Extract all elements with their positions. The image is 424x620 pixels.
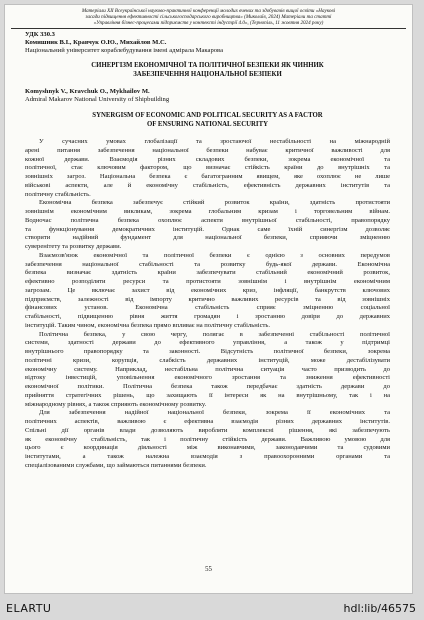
article-body bbox=[25, 138, 390, 471]
paragraph bbox=[25, 409, 390, 470]
paragraph bbox=[25, 199, 390, 252]
paragraph-line: безпека визначає здатність країни забезпечувати стабільний економічний розвиток, bbox=[25, 269, 390, 277]
handle-label: hdl:lib/46575 bbox=[343, 602, 416, 615]
paragraph-line: прийняття стратегічних рішень, що захищають її інтереси як на внутрішньому, так і на bbox=[25, 391, 390, 399]
authors-en: Komyshnyk V., Kravchuk O., Mykhailov M. bbox=[25, 88, 150, 95]
paragraph-line: відтоку інвестицій, уповільнення економічного зростання та зниження ефективності bbox=[25, 374, 390, 382]
paragraph-line: стабільності, підвищенню рівня життя громадян і зростанню довіри до державних bbox=[25, 313, 390, 320]
paragraph-line: У сучасних умовах глобалізації та зростаючої нестабільності на міжнародній bbox=[39, 138, 390, 145]
paragraph-line: системи, здатності держави до ефективного управління, а також у підтримці bbox=[25, 339, 390, 347]
title-en-line: OF ENSURING NATIONAL SECURITY bbox=[146, 120, 269, 128]
paragraph-line: загрозам. Це включає захист від економічних криз, інфляції, банкрутств ключових bbox=[25, 286, 390, 294]
paragraph bbox=[25, 331, 390, 410]
paragraph-line: кожної держави. Взаємодія різних складових безпеки, зокрема економічної та bbox=[25, 155, 390, 163]
conference-header bbox=[11, 8, 406, 29]
paragraph-line: економічної політики. Політична безпека також передбачає здатність держави до bbox=[25, 383, 390, 390]
udk-code: УДК 330.3 bbox=[25, 31, 55, 38]
article-content bbox=[5, 31, 412, 471]
paragraph-line: та функціонування демократичних інституцій. Однак саме їхній синергізм дозволяє bbox=[25, 225, 390, 233]
paragraph-line: інституцій. Таким чином, економічна безпека прямо впливає на політичну стабільність. bbox=[25, 321, 270, 329]
title-en bbox=[25, 112, 390, 129]
repository-label: ELARTU bbox=[6, 602, 52, 615]
paragraph-line: спеціалізованими службами, що займаються питаннями безпеки. bbox=[25, 461, 207, 469]
paragraph-line: політичних аспектів, важливою є ефективна взаємодія різних державних інститутів. bbox=[25, 418, 390, 425]
authors-ua: Комишник В.І., Кравчук О.Ю., Михайлов М.С. bbox=[25, 39, 167, 46]
paragraph-line: Спільні дії органів влади дозволяють виробляти комплексні рішення, які забезпечують bbox=[25, 426, 390, 434]
header-line: засади підвищення ефективності сільськогосподарського виробництва» (Миколаїв, 2024) Матеріали та статті bbox=[85, 14, 332, 20]
viewer-footer bbox=[0, 596, 424, 620]
paragraph-line: міжнародному рівнях, а також сприяють економічному розвитку. bbox=[25, 400, 207, 408]
paragraph-line: створити надійний фундамент для національної безпеки, сприяючи зміцненню bbox=[25, 234, 390, 242]
paragraph-line: Економічна безпека забезпечує стійкий розвиток країни, здатність протистояти bbox=[39, 199, 390, 207]
header-line: Матеріали XII Всеукраїнської науково-практичної конференції молодих вчених та здобувачів вищої освіти «Наукові bbox=[81, 8, 336, 14]
paragraph-line: ефективно розподіляти ресурси та протистояти зовнішнім і внутрішнім економічним bbox=[25, 278, 390, 285]
paragraph-line: політичної, стає ключовим фактором, що визначає стійкість країни до внутрішніх та bbox=[25, 164, 390, 172]
paragraph-line: економічну систему. Наприклад, нестабільна політична ситуація часто призводить до bbox=[25, 365, 390, 373]
title-ua-line: СИНЕРГІЗМ ЕКОНОМІЧНОЇ ТА ПОЛІТИЧНОЇ БЕЗПЕКИ ЯК ЧИННИК bbox=[91, 62, 324, 69]
paragraph bbox=[25, 252, 390, 331]
paragraph bbox=[25, 138, 390, 199]
document-page bbox=[4, 4, 413, 594]
page-number: 55 bbox=[205, 566, 212, 573]
paragraph-line: Водночас політична безпека охоплює аспекти внутрішньої стабільності, правопорядку bbox=[25, 216, 390, 224]
paragraph-line: як економічну стабільність, так і політичну стійкість держави. Важливою умовою для bbox=[25, 435, 390, 443]
paragraph-line: забезпечення національної стабільності та розвитку будь-якої держави. Економічна bbox=[25, 260, 390, 268]
paragraph-line: зовнішнім економічним викликам, зокрема глобальним кризам і торговельним війнам. bbox=[25, 208, 390, 215]
paragraph-line: інститутами, а також належна взаємодія з правоохоронними органами та bbox=[25, 453, 390, 460]
paragraph-line: політичну стабільність. bbox=[25, 190, 91, 198]
title-ua bbox=[25, 62, 390, 79]
paragraph-line: Взаємозв'язок економічної та політичної безпеки є однією з основних передумов bbox=[39, 251, 390, 259]
paragraph-line: політичні кризи, корупція, слабкість державних інституцій, може дестабілізувати bbox=[25, 356, 390, 364]
title-en-line: SYNERGISM OF ECONOMIC AND POLITICAL SECURITY AS A FACTOR bbox=[92, 112, 323, 119]
paragraph-line: зовнішніх загроз. Національна безпека є багатогранним явищем, яке охоплює не лише bbox=[25, 173, 390, 180]
paragraph-line: арені питання забезпечення національної безпеки набуває критичної важливості для bbox=[25, 146, 390, 154]
header-line: «Управління бізнес-процесами підприємств у контексті індустрії 4.0», (Тернопіль, 11 жовтня 2024 року) bbox=[93, 20, 324, 26]
paragraph-line: суверенітету та розвитку держави. bbox=[25, 243, 122, 250]
paragraph-line: військові аспекти, але й економічну стабільність, ефективність державних інститутів та bbox=[25, 181, 390, 189]
paragraph-line: внутрішнього правопорядку та законності. Відсутність політичної безпеки, зокрема bbox=[25, 348, 390, 355]
paragraph-line: фінансових установ. Економічна стабільність сприяє зміцненню соціальної bbox=[25, 304, 390, 312]
affiliation-en: Admiral Makarov National University of Shipbuilding bbox=[25, 96, 170, 103]
paragraph-line: підприємств, залежності від імпорту критично важливих ресурсів та від зовнішніх bbox=[25, 295, 390, 303]
paragraph-line: Політична безпека, у свою чергу, полягає в забезпеченні стабільності політичної bbox=[39, 330, 390, 338]
title-ua-line: ЗАБЕЗПЕЧЕННЯ НАЦІОНАЛЬНОЇ БЕЗПЕКИ bbox=[133, 70, 282, 78]
affiliation-ua: Національний університет кораблебудування імені адмірала Макарова bbox=[25, 47, 224, 54]
paragraph-line: Для забезпечення надійної національної безпеки, зокрема її економічних та bbox=[39, 409, 390, 417]
paragraph-line: цього є координація діяльності між виконавчими, законодавчими та судовими bbox=[25, 444, 390, 452]
